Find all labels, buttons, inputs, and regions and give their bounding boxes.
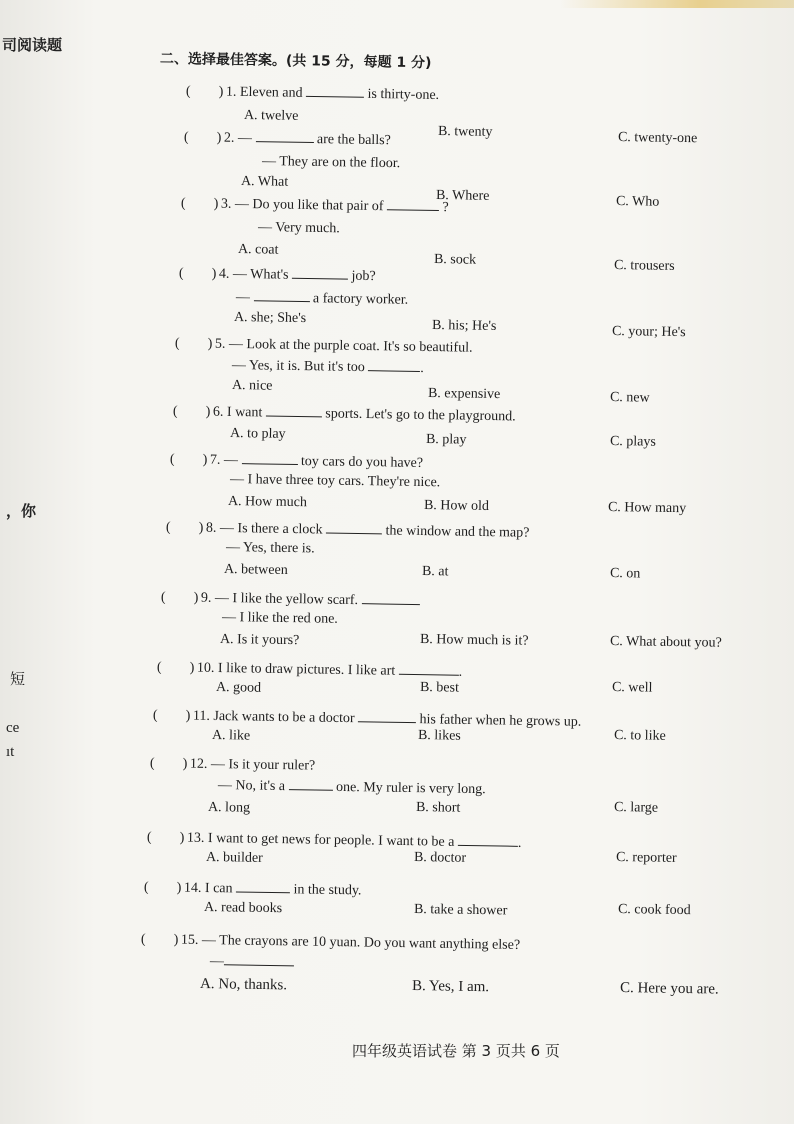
- answer-paren[interactable]: ( ): [165, 520, 204, 536]
- answer-blank[interactable]: [387, 197, 439, 211]
- question-4-reply: — a factory worker.: [235, 290, 409, 308]
- option-a: A. builder: [205, 850, 263, 866]
- question-5-reply: — Yes, it is. But it's too .: [231, 358, 424, 377]
- option-b: B. Yes, I am.: [411, 978, 490, 996]
- option-c: C. large: [613, 800, 659, 816]
- option-a: A. nice: [231, 378, 273, 394]
- answer-blank[interactable]: [292, 266, 348, 280]
- question-7: ( ) 7. — toy cars do you have?: [170, 448, 423, 472]
- answer-paren[interactable]: ( ): [172, 404, 211, 420]
- question-3-reply: — Very much.: [257, 220, 340, 237]
- answer-paren[interactable]: ( ): [183, 130, 222, 146]
- option-a: A. read books: [203, 900, 283, 917]
- answer-paren[interactable]: ( ): [140, 932, 179, 948]
- answer-paren[interactable]: ( ): [143, 880, 182, 896]
- answer-blank[interactable]: [255, 129, 313, 143]
- question-9: ( ) 9. — I like the yellow scarf.: [161, 586, 420, 610]
- margin-fragment-short: 短: [10, 670, 26, 688]
- option-b: B. sock: [433, 252, 477, 268]
- option-a: A. What: [240, 174, 289, 190]
- option-c: C. twenty-one: [617, 130, 698, 147]
- option-c: C. cook food: [617, 902, 691, 919]
- answer-blank[interactable]: [326, 521, 382, 535]
- question-12-reply: — No, it's a one. My ruler is very long.: [217, 778, 486, 798]
- option-a: A. coat: [237, 242, 279, 258]
- option-b: B. expensive: [427, 386, 501, 403]
- question-12: ( ) 12. — Is it your ruler?: [150, 752, 315, 775]
- answer-blank[interactable]: [253, 288, 309, 302]
- answer-blank[interactable]: [399, 662, 459, 676]
- answer-paren[interactable]: ( ): [185, 84, 224, 100]
- option-a: A. No, thanks.: [199, 976, 288, 994]
- option-a: A. long: [207, 800, 251, 816]
- option-c: C. What about you?: [609, 634, 722, 651]
- answer-blank[interactable]: [266, 403, 322, 417]
- option-b: B. likes: [417, 728, 461, 744]
- question-15: ( ) 15. — The crayons are 10 yuan. Do you want anything else?: [141, 928, 520, 954]
- option-c: C. reporter: [615, 850, 677, 866]
- answer-blank[interactable]: [358, 709, 416, 723]
- option-b: B. best: [419, 680, 460, 696]
- section-title: 二、选择最佳答案。(共 15 分，每题 1 分): [159, 51, 432, 72]
- option-b: B. play: [425, 432, 467, 448]
- option-b: B. How old: [423, 498, 490, 515]
- question-9-reply: — I like the red one.: [221, 610, 338, 627]
- option-c: C. Here you are.: [619, 980, 719, 998]
- margin-fragment-top: 司阅读题: [2, 36, 63, 54]
- question-7-reply: — I have three toy cars. They're nice.: [229, 472, 441, 491]
- option-b: B. at: [421, 564, 449, 580]
- margin-fragment-mid: ，你: [6, 502, 37, 520]
- option-c: C. How many: [607, 500, 687, 517]
- option-c: C. plays: [609, 434, 657, 450]
- question-8-reply: — Yes, there is.: [225, 540, 315, 557]
- option-b: B. short: [415, 800, 461, 816]
- option-a: A. like: [211, 728, 251, 744]
- option-b: B. doctor: [413, 850, 467, 866]
- scan-artifact: [560, 0, 794, 8]
- answer-blank[interactable]: [306, 84, 364, 98]
- question-1: ( ) 1. Eleven and is thirty-one.: [186, 80, 439, 104]
- answer-paren[interactable]: ( ): [160, 590, 199, 606]
- margin-fragment-ce: ce: [6, 720, 20, 736]
- option-c: C. your; He's: [611, 324, 686, 341]
- option-b: B. How much is it?: [419, 632, 529, 649]
- answer-paren[interactable]: ( ): [146, 830, 185, 846]
- option-b: B. Where: [435, 188, 490, 204]
- question-10: ( ) 10. I like to draw pictures. I like art .: [157, 656, 463, 681]
- question-2-reply: — They are on the floor.: [261, 154, 401, 172]
- answer-paren[interactable]: ( ): [169, 452, 208, 468]
- option-c: C. new: [609, 390, 650, 406]
- answer-paren[interactable]: ( ): [178, 266, 217, 282]
- question-5: ( ) 5. — Look at the purple coat. It's so beautiful.: [175, 332, 473, 357]
- option-b: B. twenty: [437, 124, 493, 140]
- option-c: C. to like: [613, 728, 666, 744]
- option-c: C. well: [611, 680, 653, 696]
- question-14: ( ) 14. I can in the study.: [144, 876, 362, 899]
- answer-blank[interactable]: [458, 833, 518, 847]
- question-3: ( ) 3. — Do you like that pair of ?: [181, 192, 449, 216]
- option-c: C. trousers: [613, 258, 675, 274]
- question-11: ( ) 11. Jack wants to be a doctor his father when he grows up.: [153, 704, 582, 731]
- margin-fragment-at: ıt: [6, 744, 15, 760]
- option-a: A. How much: [227, 494, 308, 511]
- option-b: B. his; He's: [431, 318, 497, 335]
- answer-paren[interactable]: ( ): [180, 196, 219, 212]
- option-b: B. take a shower: [413, 902, 508, 919]
- answer-blank[interactable]: [289, 777, 333, 791]
- question-13: ( ) 13. I want to get news for people. I want to be a .: [147, 826, 522, 852]
- answer-paren[interactable]: ( ): [152, 708, 191, 724]
- question-15-reply: —: [210, 952, 294, 971]
- option-a: A. she; She's: [233, 310, 307, 327]
- option-c: C. Who: [615, 194, 660, 210]
- question-8: ( ) 8. — Is there a clock the window and the map?: [166, 516, 530, 542]
- option-a: A. to play: [229, 426, 286, 442]
- answer-paren[interactable]: ( ): [174, 336, 213, 352]
- option-a: A. Is it yours?: [219, 632, 300, 649]
- option-a: A. good: [215, 680, 262, 696]
- question-2: ( ) 2. — are the balls?: [184, 126, 391, 149]
- option-a: A. twelve: [243, 108, 299, 124]
- answer-paren[interactable]: ( ): [156, 660, 195, 676]
- answer-blank[interactable]: [224, 952, 294, 966]
- page-footer: 四年级英语试卷 第 3 页共 6 页: [352, 1042, 560, 1060]
- question-4: ( ) 4. — What's job?: [179, 262, 376, 285]
- answer-blank[interactable]: [361, 591, 419, 605]
- question-6: ( ) 6. I want sports. Let's go to the playground.: [173, 400, 516, 425]
- answer-blank[interactable]: [236, 879, 290, 893]
- option-a: A. between: [223, 562, 288, 579]
- answer-blank[interactable]: [368, 358, 420, 372]
- answer-blank[interactable]: [241, 451, 297, 465]
- option-c: C. on: [609, 566, 641, 582]
- answer-paren[interactable]: ( ): [149, 756, 188, 772]
